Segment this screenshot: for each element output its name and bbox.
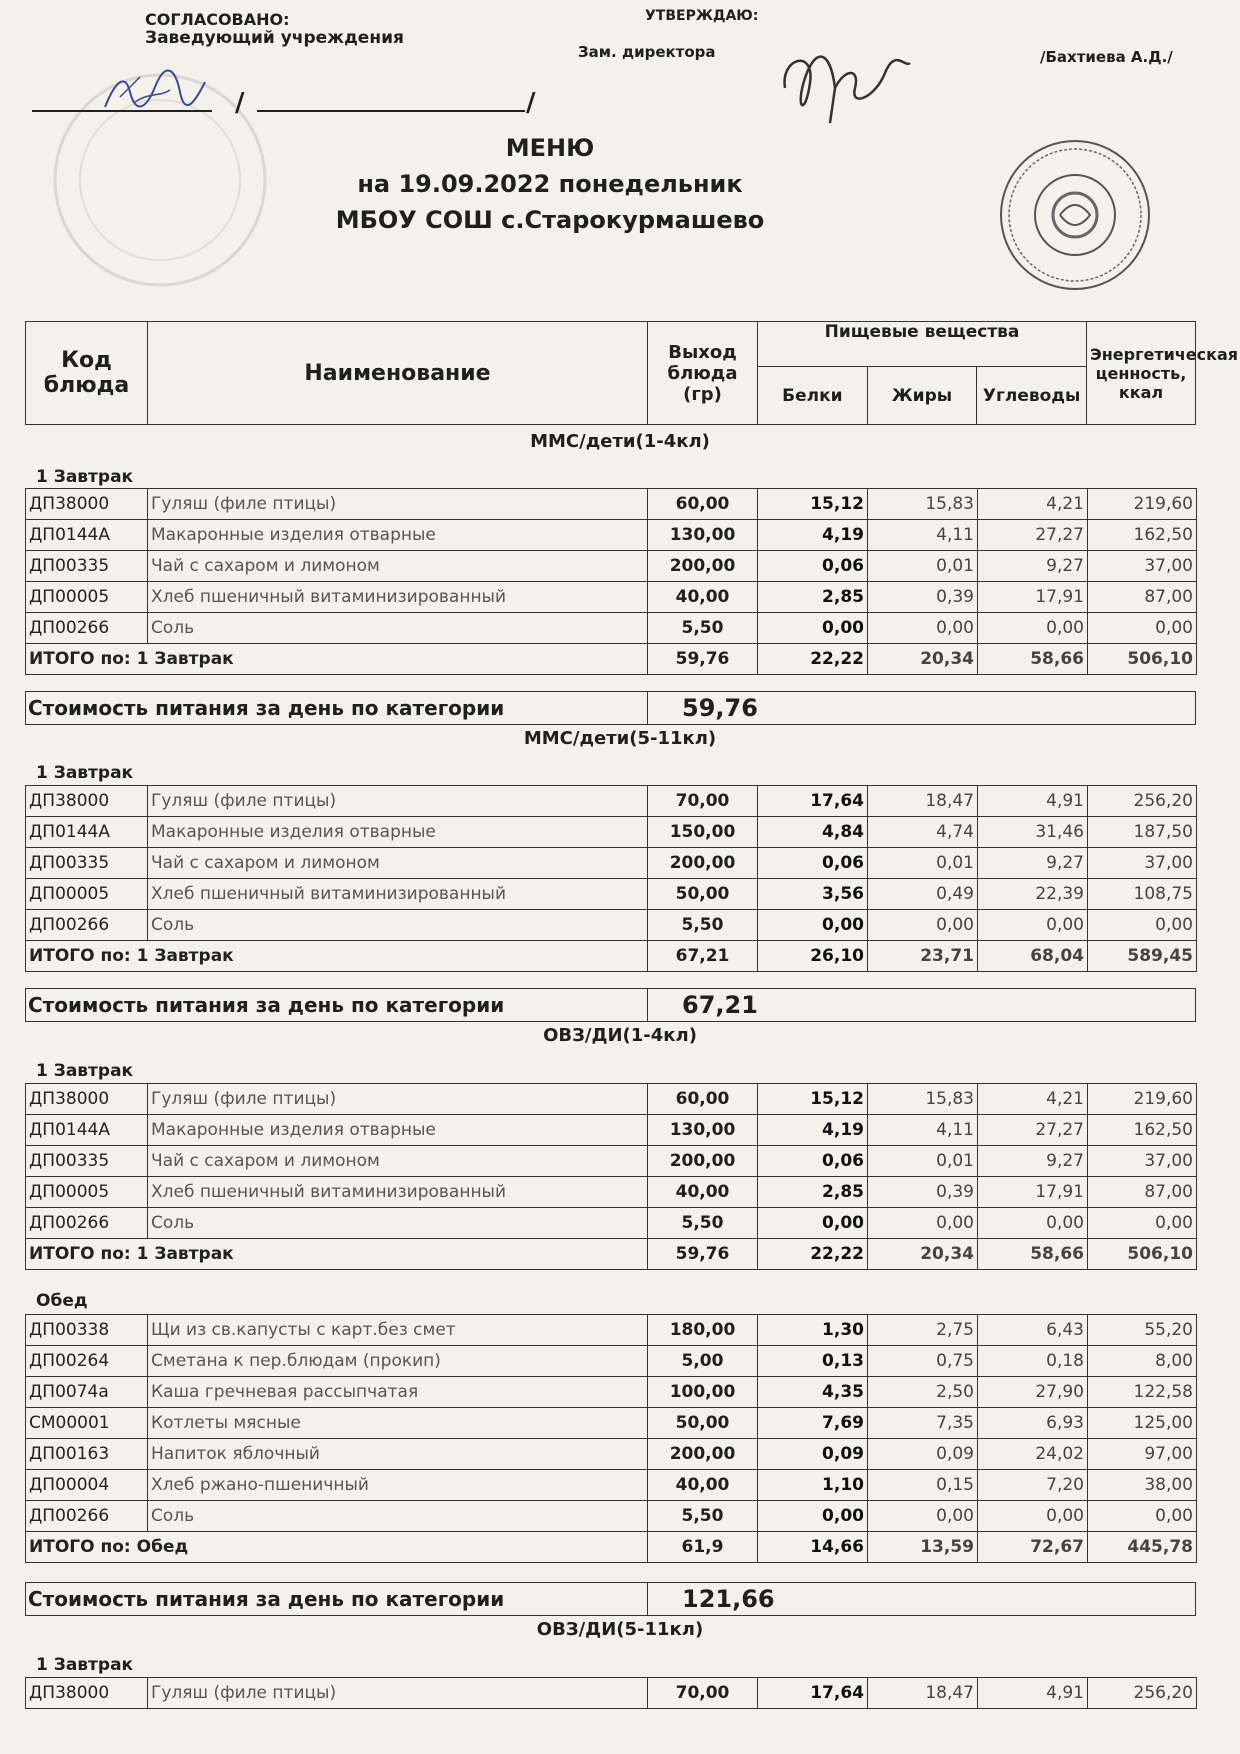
menu-table xyxy=(25,1677,1197,1709)
table-row xyxy=(26,848,1197,879)
dish-energy: 87,00 xyxy=(1088,1177,1197,1208)
cost-value: 121,66 xyxy=(648,1583,1196,1616)
dish-carbs: 4,91 xyxy=(978,786,1088,817)
table-row xyxy=(26,1346,1197,1377)
dish-output: 130,00 xyxy=(648,1115,758,1146)
total-proteins: 14,66 xyxy=(758,1532,868,1563)
total-fats: 23,71 xyxy=(868,941,978,972)
total-row xyxy=(26,1239,1197,1270)
meal-title: Обед xyxy=(36,1291,88,1311)
dish-output: 40,00 xyxy=(648,582,758,613)
table-row xyxy=(26,1678,1197,1709)
section-title: ММС/дети(1-4кл) xyxy=(530,431,710,452)
dish-code: ДП00163 xyxy=(26,1439,148,1470)
dish-carbs: 9,27 xyxy=(978,551,1088,582)
dish-proteins: 4,84 xyxy=(758,817,868,848)
dish-output: 50,00 xyxy=(648,1408,758,1439)
table-row xyxy=(26,786,1197,817)
dish-proteins: 0,00 xyxy=(758,1501,868,1532)
dish-name: Гуляш (филе птицы) xyxy=(148,489,648,520)
dish-name: Макаронные изделия отварные xyxy=(148,1115,648,1146)
dish-carbs: 0,00 xyxy=(978,1208,1088,1239)
total-label: ИТОГО по: 1 Завтрак xyxy=(26,644,648,675)
dish-energy: 37,00 xyxy=(1088,848,1197,879)
dish-name: Хлеб пшеничный витаминизированный xyxy=(148,879,648,910)
dish-carbs: 17,91 xyxy=(978,582,1088,613)
dish-proteins: 0,06 xyxy=(758,551,868,582)
signature-slash-2: / xyxy=(526,88,536,118)
dish-output: 100,00 xyxy=(648,1377,758,1408)
dish-energy: 162,50 xyxy=(1088,520,1197,551)
signature-line-left xyxy=(32,110,212,112)
dish-fats: 0,39 xyxy=(868,582,978,613)
total-row xyxy=(26,941,1197,972)
dish-code: ДП38000 xyxy=(26,786,148,817)
dish-fats: 18,47 xyxy=(868,1678,978,1709)
dish-proteins: 15,12 xyxy=(758,489,868,520)
dish-fats: 7,35 xyxy=(868,1408,978,1439)
cost-label: Стоимость питания за день по категории xyxy=(26,1583,648,1616)
dish-carbs: 17,91 xyxy=(978,1177,1088,1208)
dish-carbs: 4,21 xyxy=(978,489,1088,520)
dish-output: 5,50 xyxy=(648,613,758,644)
title-line-3: МБОУ СОШ с.Старокурмашево xyxy=(335,206,765,234)
dish-output: 130,00 xyxy=(648,520,758,551)
dish-proteins: 4,19 xyxy=(758,520,868,551)
dish-code: ДП00266 xyxy=(26,1501,148,1532)
dish-code: ДП00335 xyxy=(26,1146,148,1177)
dish-proteins: 2,85 xyxy=(758,1177,868,1208)
dish-energy: 0,00 xyxy=(1088,613,1197,644)
dish-energy: 256,20 xyxy=(1088,786,1197,817)
signature-slash-1: / xyxy=(235,88,245,118)
dish-output: 50,00 xyxy=(648,879,758,910)
dish-name: Щи из св.капусты с карт.без смет xyxy=(148,1315,648,1346)
total-output: 59,76 xyxy=(648,644,758,675)
approval-mid-role: Зам. директора xyxy=(578,43,716,61)
total-energy: 589,45 xyxy=(1088,941,1197,972)
cost-row xyxy=(25,988,1196,1022)
total-energy: 445,78 xyxy=(1088,1532,1197,1563)
dish-name: Котлеты мясные xyxy=(148,1408,648,1439)
table-row xyxy=(26,1408,1197,1439)
signature-left-icon xyxy=(100,62,210,117)
dish-proteins: 0,00 xyxy=(758,613,868,644)
dish-energy: 55,20 xyxy=(1088,1315,1197,1346)
dish-proteins: 17,64 xyxy=(758,786,868,817)
dish-fats: 0,00 xyxy=(868,910,978,941)
dish-carbs: 4,21 xyxy=(978,1084,1088,1115)
dish-proteins: 0,06 xyxy=(758,848,868,879)
dish-energy: 125,00 xyxy=(1088,1408,1197,1439)
cost-row xyxy=(25,691,1196,725)
section-title: ОВЗ/ДИ(1-4кл) xyxy=(543,1025,697,1046)
total-row xyxy=(26,644,1197,675)
dish-output: 5,50 xyxy=(648,1208,758,1239)
dish-output: 70,00 xyxy=(648,786,758,817)
dish-output: 40,00 xyxy=(648,1177,758,1208)
cost-value: 67,21 xyxy=(648,989,1196,1022)
dish-code: ДП0074а xyxy=(26,1377,148,1408)
dish-name: Гуляш (филе птицы) xyxy=(148,786,648,817)
dish-code: ДП00005 xyxy=(26,582,148,613)
dish-name: Макаронные изделия отварные xyxy=(148,520,648,551)
table-row xyxy=(26,1501,1197,1532)
dish-fats: 4,11 xyxy=(868,520,978,551)
cost-row xyxy=(25,1582,1196,1616)
dish-carbs: 0,00 xyxy=(978,910,1088,941)
total-carbs: 72,67 xyxy=(978,1532,1088,1563)
total-fats: 13,59 xyxy=(868,1532,978,1563)
document-title xyxy=(300,130,800,238)
dish-name: Хлеб пшеничный витаминизированный xyxy=(148,582,648,613)
title-line-2: на 19.09.2022 понедельник xyxy=(357,170,743,198)
cost-label: Стоимость питания за день по категории xyxy=(26,989,648,1022)
dish-energy: 219,60 xyxy=(1088,489,1197,520)
dish-name: Соль xyxy=(148,613,648,644)
dish-energy: 0,00 xyxy=(1088,1208,1197,1239)
dish-energy: 108,75 xyxy=(1088,879,1197,910)
dish-proteins: 2,85 xyxy=(758,582,868,613)
total-output: 61,9 xyxy=(648,1532,758,1563)
dish-output: 180,00 xyxy=(648,1315,758,1346)
cost-value: 59,76 xyxy=(648,692,1196,725)
header-output: Выход блюда (гр) xyxy=(648,322,758,425)
dish-name: Гуляш (филе птицы) xyxy=(148,1084,648,1115)
dish-output: 5,50 xyxy=(648,910,758,941)
dish-code: ДП0144А xyxy=(26,817,148,848)
dish-carbs: 0,00 xyxy=(978,1501,1088,1532)
dish-energy: 38,00 xyxy=(1088,1470,1197,1501)
dish-energy: 162,50 xyxy=(1088,1115,1197,1146)
total-output: 67,21 xyxy=(648,941,758,972)
signature-line-right xyxy=(257,110,525,112)
total-carbs: 58,66 xyxy=(978,1239,1088,1270)
dish-fats: 0,00 xyxy=(868,1208,978,1239)
dish-energy: 256,20 xyxy=(1088,1678,1197,1709)
dish-energy: 87,00 xyxy=(1088,582,1197,613)
dish-code: ДП00266 xyxy=(26,1208,148,1239)
table-row xyxy=(26,1439,1197,1470)
meal-title: 1 Завтрак xyxy=(36,1061,134,1081)
dish-fats: 15,83 xyxy=(868,489,978,520)
meal-title: 1 Завтрак xyxy=(36,467,134,487)
dish-name: Хлеб пшеничный витаминизированный xyxy=(148,1177,648,1208)
total-label: ИТОГО по: 1 Завтрак xyxy=(26,1239,648,1270)
dish-energy: 122,58 xyxy=(1088,1377,1197,1408)
total-proteins: 22,22 xyxy=(758,644,868,675)
dish-name: Чай с сахаром и лимоном xyxy=(148,1146,648,1177)
dish-carbs: 22,39 xyxy=(978,879,1088,910)
dish-output: 60,00 xyxy=(648,489,758,520)
dish-carbs: 6,93 xyxy=(978,1408,1088,1439)
table-row xyxy=(26,520,1197,551)
dish-fats: 0,01 xyxy=(868,551,978,582)
total-label: ИТОГО по: Обед xyxy=(26,1532,648,1563)
menu-table xyxy=(25,1314,1197,1563)
dish-name: Гуляш (филе птицы) xyxy=(148,1678,648,1709)
dish-carbs: 6,43 xyxy=(978,1315,1088,1346)
table-row xyxy=(26,1315,1197,1346)
dish-code: ДП00335 xyxy=(26,848,148,879)
dish-energy: 37,00 xyxy=(1088,551,1197,582)
table-row xyxy=(26,817,1197,848)
total-row xyxy=(26,1532,1197,1563)
dish-carbs: 0,00 xyxy=(978,613,1088,644)
total-fats: 20,34 xyxy=(868,644,978,675)
meal-title: 1 Завтрак xyxy=(36,1655,134,1675)
dish-code: ДП00004 xyxy=(26,1470,148,1501)
dish-fats: 0,75 xyxy=(868,1346,978,1377)
table-row xyxy=(26,1146,1197,1177)
dish-output: 60,00 xyxy=(648,1084,758,1115)
dish-proteins: 3,56 xyxy=(758,879,868,910)
dish-fats: 15,83 xyxy=(868,1084,978,1115)
dish-output: 200,00 xyxy=(648,551,758,582)
total-output: 59,76 xyxy=(648,1239,758,1270)
dish-carbs: 9,27 xyxy=(978,848,1088,879)
dish-output: 5,50 xyxy=(648,1501,758,1532)
dish-output: 200,00 xyxy=(648,1439,758,1470)
table-row xyxy=(26,1084,1197,1115)
dish-fats: 0,00 xyxy=(868,1501,978,1532)
dish-code: СМ00001 xyxy=(26,1408,148,1439)
total-proteins: 22,22 xyxy=(758,1239,868,1270)
dish-name: Хлеб ржано-пшеничный xyxy=(148,1470,648,1501)
dish-fats: 2,75 xyxy=(868,1315,978,1346)
dish-name: Соль xyxy=(148,910,648,941)
dish-fats: 0,09 xyxy=(868,1439,978,1470)
dish-proteins: 0,09 xyxy=(758,1439,868,1470)
dish-carbs: 24,02 xyxy=(978,1439,1088,1470)
dish-carbs: 7,20 xyxy=(978,1470,1088,1501)
table-row xyxy=(26,1177,1197,1208)
total-energy: 506,10 xyxy=(1088,1239,1197,1270)
dish-carbs: 27,90 xyxy=(978,1377,1088,1408)
table-row xyxy=(26,1470,1197,1501)
dish-code: ДП00264 xyxy=(26,1346,148,1377)
dish-proteins: 0,06 xyxy=(758,1146,868,1177)
table-row xyxy=(26,613,1197,644)
dish-proteins: 7,69 xyxy=(758,1408,868,1439)
dish-code: ДП00005 xyxy=(26,1177,148,1208)
dish-name: Чай с сахаром и лимоном xyxy=(148,551,648,582)
dish-proteins: 15,12 xyxy=(758,1084,868,1115)
dish-energy: 97,00 xyxy=(1088,1439,1197,1470)
section-title: ОВЗ/ДИ(5-11кл) xyxy=(536,1619,704,1640)
header-code: Код блюда xyxy=(26,322,148,425)
dish-name: Соль xyxy=(148,1208,648,1239)
dish-proteins: 0,00 xyxy=(758,910,868,941)
menu-table xyxy=(25,785,1197,972)
menu-table xyxy=(25,488,1197,675)
dish-code: ДП00335 xyxy=(26,551,148,582)
dish-name: Сметана к пер.блюдам (прокип) xyxy=(148,1346,648,1377)
menu-table-header xyxy=(25,321,1239,425)
dish-fats: 0,00 xyxy=(868,613,978,644)
dish-proteins: 4,35 xyxy=(758,1377,868,1408)
dish-name: Напиток яблочный xyxy=(148,1439,648,1470)
header-fats: Жиры xyxy=(867,367,977,425)
dish-output: 5,00 xyxy=(648,1346,758,1377)
total-label: ИТОГО по: 1 Завтрак xyxy=(26,941,648,972)
table-row xyxy=(26,1208,1197,1239)
header-energy: Энергетическая ценность, ккал xyxy=(1087,322,1196,425)
dish-code: ДП0144А xyxy=(26,1115,148,1146)
dish-energy: 37,00 xyxy=(1088,1146,1197,1177)
dish-name: Макаронные изделия отварные xyxy=(148,817,648,848)
dish-fats: 0,49 xyxy=(868,879,978,910)
title-line-1: МЕНЮ xyxy=(505,134,595,162)
dish-fats: 4,74 xyxy=(868,817,978,848)
header-name: Наименование xyxy=(148,322,648,425)
dish-carbs: 0,18 xyxy=(978,1346,1088,1377)
cost-label: Стоимость питания за день по категории xyxy=(26,692,648,725)
table-row xyxy=(26,910,1197,941)
section-title: ММС/дети(5-11кл) xyxy=(523,728,717,749)
approval-left-title: СОГЛАСОВАНО: xyxy=(145,10,290,29)
table-row xyxy=(26,1377,1197,1408)
approval-mid-title: УТВЕРЖДАЮ: xyxy=(645,8,759,24)
dish-fats: 0,15 xyxy=(868,1470,978,1501)
table-row xyxy=(26,489,1197,520)
dish-code: ДП38000 xyxy=(26,1678,148,1709)
table-row xyxy=(26,1115,1197,1146)
total-energy: 506,10 xyxy=(1088,644,1197,675)
approval-left-role: Заведующий учреждения xyxy=(145,28,404,48)
signature-right-icon xyxy=(775,38,915,128)
total-carbs: 58,66 xyxy=(978,644,1088,675)
dish-name: Каша гречневая рассыпчатая xyxy=(148,1377,648,1408)
dish-name: Чай с сахаром и лимоном xyxy=(148,848,648,879)
dish-code: ДП38000 xyxy=(26,489,148,520)
dish-code: ДП00266 xyxy=(26,910,148,941)
dish-energy: 0,00 xyxy=(1088,1501,1197,1532)
table-row xyxy=(26,582,1197,613)
dish-output: 200,00 xyxy=(648,1146,758,1177)
meal-title: 1 Завтрак xyxy=(36,763,134,783)
dish-code: ДП38000 xyxy=(26,1084,148,1115)
header-proteins: Белки xyxy=(758,367,868,425)
dish-code: ДП00266 xyxy=(26,613,148,644)
dish-output: 40,00 xyxy=(648,1470,758,1501)
dish-fats: 0,01 xyxy=(868,1146,978,1177)
dish-energy: 0,00 xyxy=(1088,910,1197,941)
dish-fats: 0,01 xyxy=(868,848,978,879)
dish-fats: 2,50 xyxy=(868,1377,978,1408)
total-proteins: 26,10 xyxy=(758,941,868,972)
dish-carbs: 9,27 xyxy=(978,1146,1088,1177)
dish-carbs: 4,91 xyxy=(978,1678,1088,1709)
total-carbs: 68,04 xyxy=(978,941,1088,972)
dish-energy: 8,00 xyxy=(1088,1346,1197,1377)
menu-table xyxy=(25,1083,1197,1270)
table-row xyxy=(26,879,1197,910)
dish-fats: 18,47 xyxy=(868,786,978,817)
dish-fats: 0,39 xyxy=(868,1177,978,1208)
dish-carbs: 27,27 xyxy=(978,1115,1088,1146)
dish-output: 200,00 xyxy=(648,848,758,879)
dish-proteins: 17,64 xyxy=(758,1678,868,1709)
dish-name: Соль xyxy=(148,1501,648,1532)
dish-fats: 4,11 xyxy=(868,1115,978,1146)
dish-proteins: 4,19 xyxy=(758,1115,868,1146)
header-nutrients: Пищевые вещества xyxy=(758,322,1087,367)
dish-carbs: 31,46 xyxy=(978,817,1088,848)
total-fats: 20,34 xyxy=(868,1239,978,1270)
table-row xyxy=(26,551,1197,582)
official-stamp-icon xyxy=(990,135,1160,295)
dish-proteins: 1,10 xyxy=(758,1470,868,1501)
dish-energy: 219,60 xyxy=(1088,1084,1197,1115)
dish-carbs: 27,27 xyxy=(978,520,1088,551)
dish-output: 150,00 xyxy=(648,817,758,848)
dish-proteins: 0,00 xyxy=(758,1208,868,1239)
header-carbs: Углеводы xyxy=(977,367,1087,425)
dish-proteins: 1,30 xyxy=(758,1315,868,1346)
approver-name: /Бахтиева А.Д./ xyxy=(1040,48,1173,66)
dish-proteins: 0,13 xyxy=(758,1346,868,1377)
dish-energy: 187,50 xyxy=(1088,817,1197,848)
dish-output: 70,00 xyxy=(648,1678,758,1709)
dish-code: ДП0144А xyxy=(26,520,148,551)
dish-code: ДП00338 xyxy=(26,1315,148,1346)
dish-code: ДП00005 xyxy=(26,879,148,910)
